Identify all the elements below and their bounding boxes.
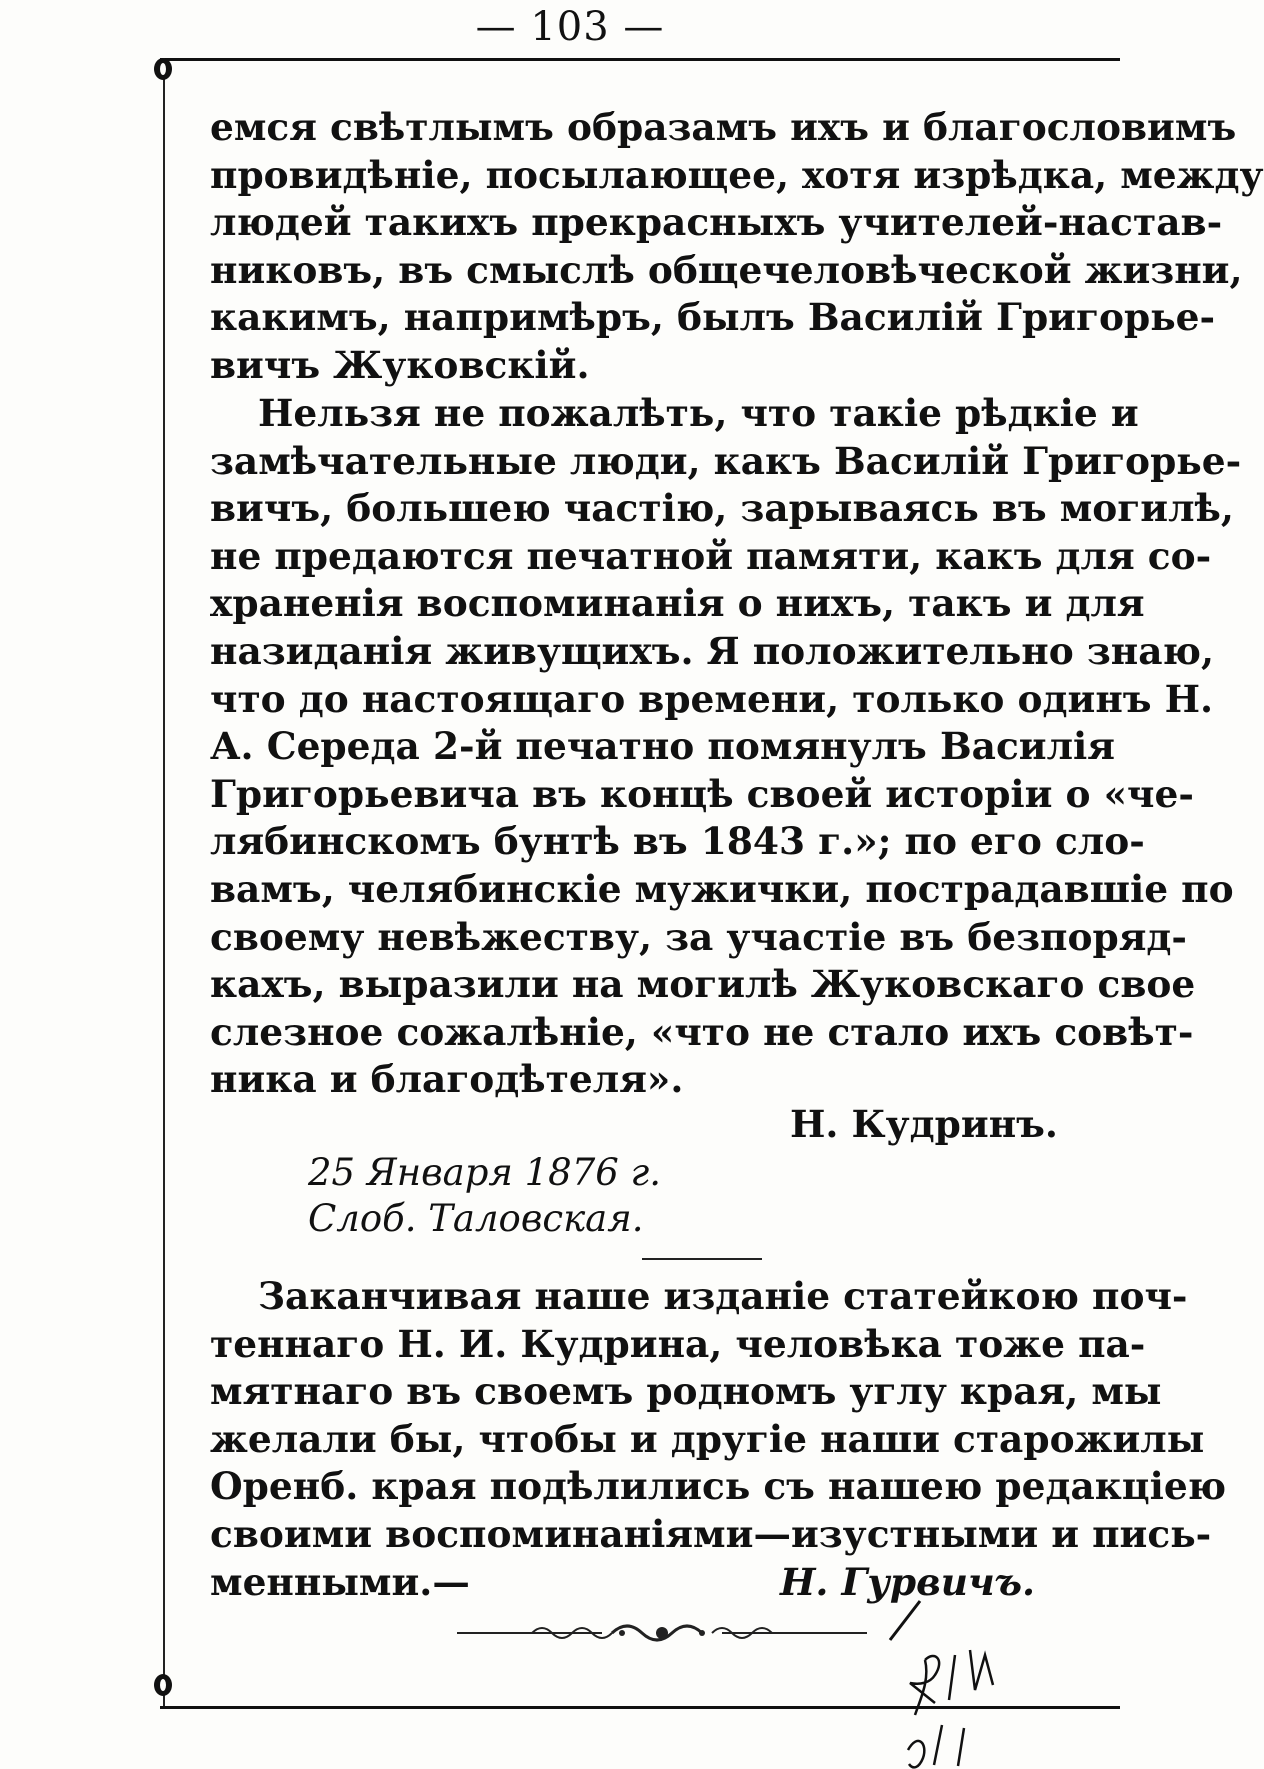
binding-hole-bottom-icon [152,1672,174,1698]
text-line: Григорьевича въ концѣ своей исторіи о «че- [210,771,1194,816]
text-line-final-words: менными.— [210,1559,470,1604]
text-line: кахъ, выразили на могилѣ Жуковскаго свое [210,962,1196,1007]
text-line: своими воспоминаніями—изустными и пись- [210,1511,1212,1556]
text-line: теннаго Н. И. Кудрина, человѣка тоже па- [210,1321,1146,1366]
author-signature: Н. Кудринъ. [790,1102,1058,1146]
text-line: что до настоящаго времени, только одинъ Н. [210,676,1214,721]
paragraph-1 [210,104,1264,390]
handwritten-marks-icon [880,1600,1140,1769]
text-line: А. Середа 2-й печатно помянулъ Василія [210,724,1115,769]
text-line: емся свѣтлымъ образамъ ихъ и благословимъ [210,105,1237,149]
paragraph-3 [210,1273,1227,1606]
text-line: замѣчательные люди, какъ Василій Григорье- [210,438,1242,483]
text-line: лябинскомъ бунтѣ въ 1843 г.»; по его сло- [210,819,1145,864]
text-line: провидѣніе, посылающее, хотя изрѣдка, между [210,152,1264,197]
text-line: Заканчивая наше изданіе статейкою поч- [258,1274,1188,1318]
binding-hole-top-icon [152,56,174,82]
dateline-place: Слоб. Таловская. [308,1197,644,1240]
dateline-date: 25 Января 1876 г. [308,1151,662,1194]
left-margin-rule [163,58,165,1708]
text-line: вичъ, большею частію, зарываясь въ могилѣ, [210,486,1234,531]
text-line: людей такихъ прекрасныхъ учителей-настав- [210,200,1223,245]
text-line: желали бы, чтобы и другіе наши старожилы [210,1416,1205,1461]
text-line: ника и благодѣтеля». [210,1057,684,1102]
text-line: никовъ, въ смыслѣ общечеловѣческой жизни, [210,247,1243,292]
text-line: мятнаго въ своемъ родномъ углу края, мы [210,1369,1162,1414]
editor-signature: Н. Гурвичъ. [780,1559,1036,1604]
text-line: Оренб. края подѣлились съ нашею редакціею [210,1464,1227,1509]
text-line: вичъ Жуковскій. [210,342,590,387]
text-line: какимъ, напримѣръ, былъ Василій Григорье- [210,295,1216,340]
top-rule [160,58,1120,61]
text-line: своему невѣжеству, за участіе въ безпоряд- [210,914,1187,959]
text-line: Нельзя не пожалѣть, что такіе рѣдкіе и [258,391,1139,435]
text-line: храненія воспоминанія о нихъ, такъ и для [210,581,1145,626]
text-line: слезное сожалѣніе, «что не стало ихъ совѣт- [210,1009,1194,1054]
ornament-divider-icon [452,1618,872,1648]
text-line: назиданія живущихъ. Я положительно знаю, [210,628,1215,673]
text-line: вамъ, челябинскіе мужички, пострадавшіе по [210,866,1234,911]
text-line: не предаются печатной памяти, какъ для со- [210,533,1212,578]
section-divider [642,1258,762,1260]
paragraph-2 [210,390,1242,1104]
page-number: — 103 — [475,4,665,50]
